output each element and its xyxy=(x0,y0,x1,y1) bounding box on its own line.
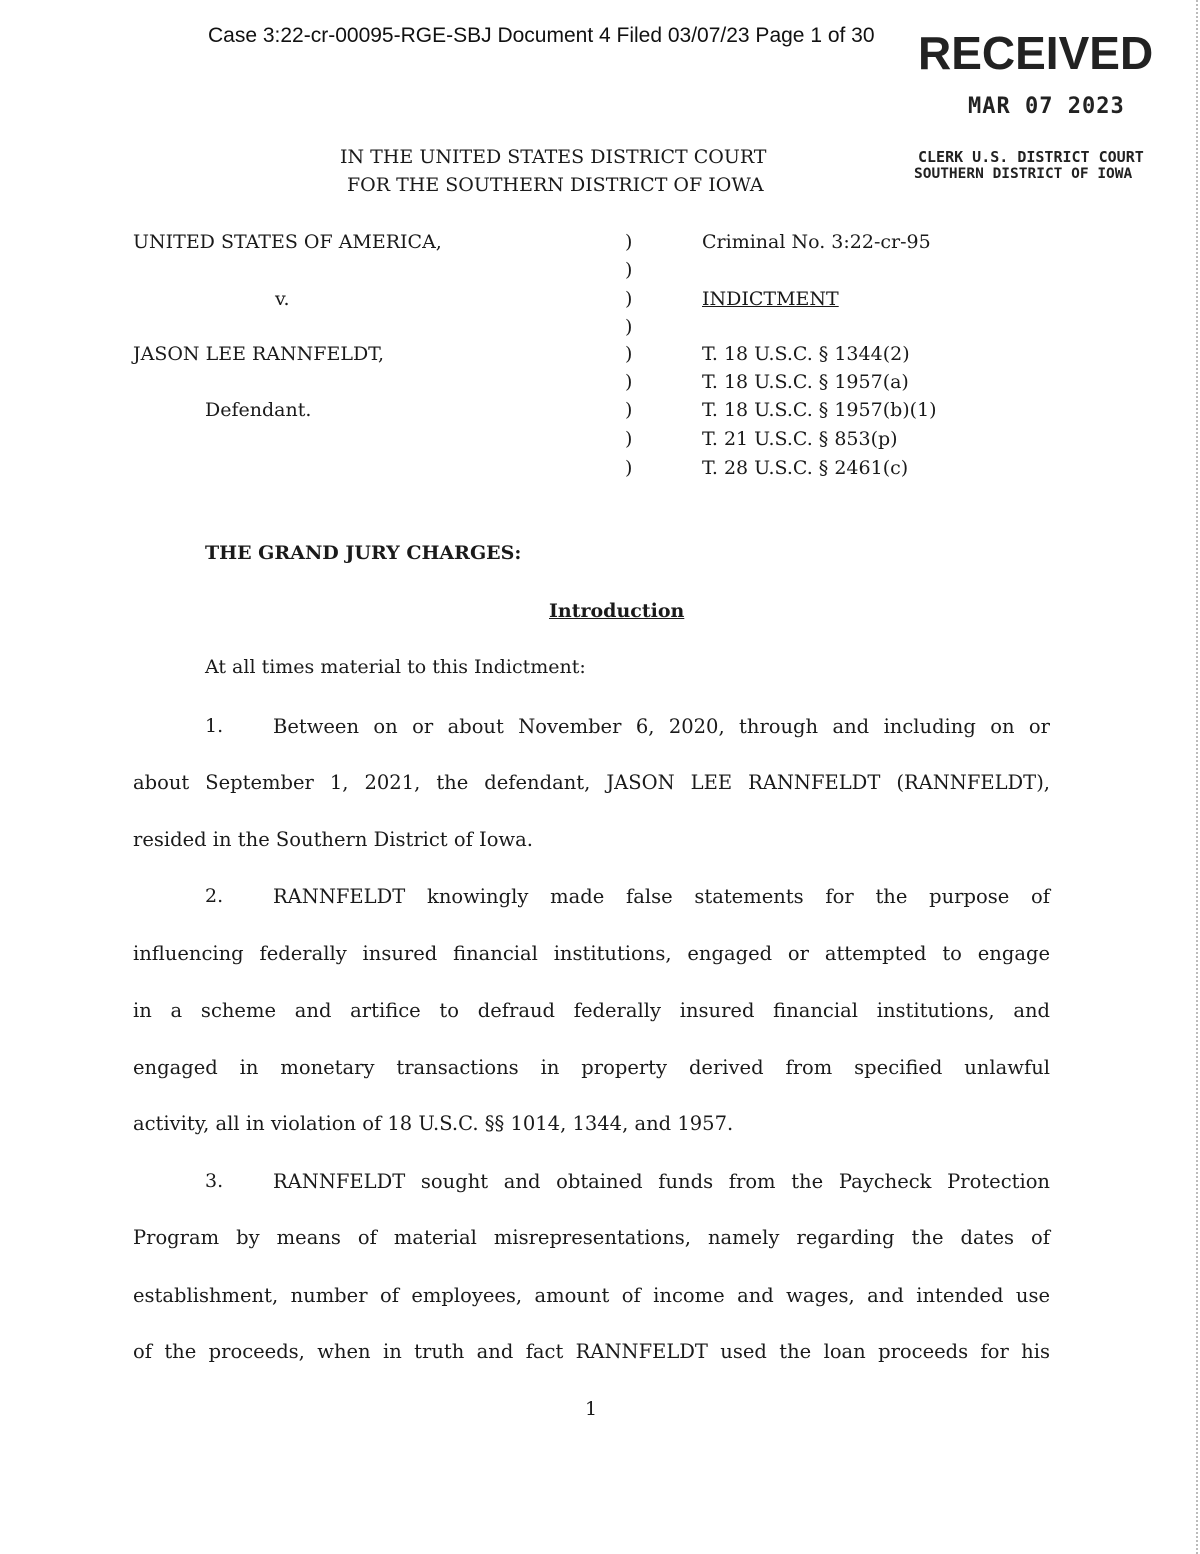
defendant-label: Defendant. xyxy=(205,399,312,421)
paragraph-line: about September 1, 2021, the defendant, JASON LEE RANNFELDT (RANNFELDT), xyxy=(133,771,1050,794)
paragraph-line: resided in the Southern District of Iowa. xyxy=(133,828,533,851)
stamp-received: RECEIVED xyxy=(918,27,1154,79)
paragraph-number: 2. xyxy=(205,885,224,907)
statute: T. 18 U.S.C. § 1957(a) xyxy=(702,371,909,393)
paragraph-number: 1. xyxy=(205,715,224,737)
statute: T. 18 U.S.C. § 1344(2) xyxy=(702,343,910,365)
caption-paren: ) xyxy=(625,371,633,393)
caption-paren: ) xyxy=(625,231,633,253)
stamp-clerk: CLERK U.S. DISTRICT COURT xyxy=(918,148,1144,166)
versus: v. xyxy=(275,288,290,310)
caption-paren: ) xyxy=(625,259,633,281)
scan-edge xyxy=(1194,0,1198,1554)
caption-paren: ) xyxy=(625,399,633,421)
paragraph-line: influencing federally insured financial institutions, engaged or attempted to engage xyxy=(133,942,1050,965)
page-number: 1 xyxy=(585,1398,598,1420)
stamp-district: SOUTHERN DISTRICT OF IOWA xyxy=(914,166,1133,182)
paragraph-line: RANNFELDT sought and obtained funds from the Paycheck Protection xyxy=(273,1170,1050,1193)
plaintiff: UNITED STATES OF AMERICA, xyxy=(133,231,442,253)
caption-paren: ) xyxy=(625,343,633,365)
paragraph-number: 3. xyxy=(205,1170,224,1192)
caption-paren: ) xyxy=(625,428,633,450)
intro-text: At all times material to this Indictment: xyxy=(205,656,586,678)
section-heading: Introduction xyxy=(549,600,685,622)
statute: T. 28 U.S.C. § 2461(c) xyxy=(702,457,909,479)
caption-paren: ) xyxy=(625,288,633,310)
paragraph-line: activity, all in violation of 18 U.S.C. §§ 1014, 1344, and 1957. xyxy=(133,1112,734,1135)
statute: T. 21 U.S.C. § 853(p) xyxy=(702,428,898,450)
paragraph-line: RANNFELDT knowingly made false statements for the purpose of xyxy=(273,885,1050,908)
stamp-date: MAR 07 2023 xyxy=(968,94,1125,119)
ecf-header: Case 3:22-cr-00095-RGE-SBJ Document 4 Filed 03/07/23 Page 1 of 30 xyxy=(208,24,875,47)
case-number: Criminal No. 3:22-cr-95 xyxy=(702,231,931,253)
paragraph-line: of the proceeds, when in truth and fact RANNFELDT used the loan proceeds for his xyxy=(133,1340,1050,1363)
court-line-2: FOR THE SOUTHERN DISTRICT OF IOWA xyxy=(347,174,764,196)
paragraph-line: Program by means of material misrepresentations, namely regarding the dates of xyxy=(133,1226,1050,1249)
caption-paren: ) xyxy=(625,457,633,479)
paragraph-line: engaged in monetary transactions in property derived from specified unlawful xyxy=(133,1056,1050,1079)
defendant-name: JASON LEE RANNFELDT, xyxy=(133,343,385,365)
court-line-1: IN THE UNITED STATES DISTRICT COURT xyxy=(340,146,767,168)
document-type: INDICTMENT xyxy=(702,288,839,310)
caption-paren: ) xyxy=(625,316,633,338)
paragraph-line: establishment, number of employees, amount of income and wages, and intended use xyxy=(133,1284,1050,1307)
statute: T. 18 U.S.C. § 1957(b)(1) xyxy=(702,399,937,421)
charges-heading: THE GRAND JURY CHARGES: xyxy=(205,542,522,564)
paragraph-line: in a scheme and artifice to defraud federally insured financial institutions, and xyxy=(133,999,1050,1022)
paragraph-line: Between on or about November 6, 2020, through and including on or xyxy=(273,715,1050,738)
